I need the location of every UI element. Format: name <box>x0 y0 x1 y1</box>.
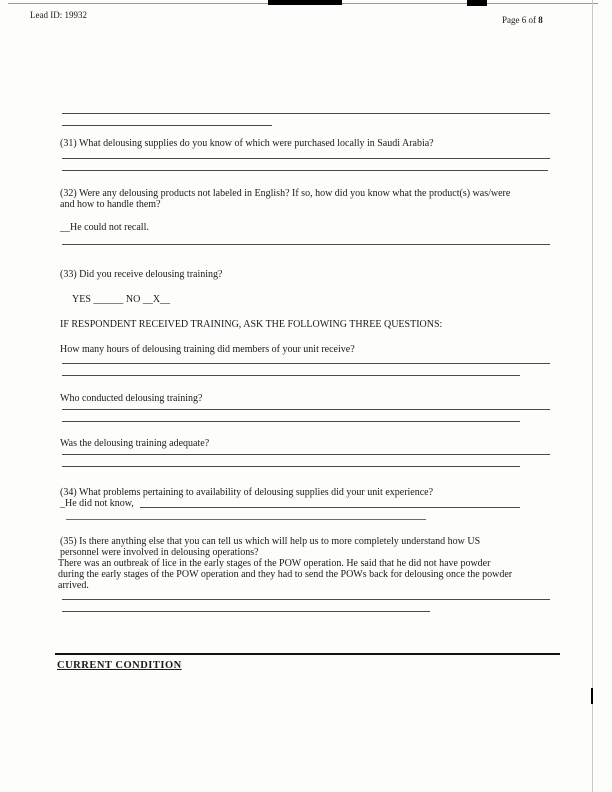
training-question-adequate: Was the delousing training adequate? <box>60 438 210 449</box>
training-question-who: Who conducted delousing training? <box>60 393 203 404</box>
page-number-prefix: Page 6 of <box>502 15 536 25</box>
question-32-answer: __He could not recall. <box>60 222 149 233</box>
answer-line <box>62 113 550 114</box>
question-35-answer-line3: arrived. <box>58 580 89 591</box>
answer-line <box>62 125 272 126</box>
question-34: (34) What problems pertaining to availability of delousing supplies did your unit experience? <box>60 487 434 498</box>
answer-line <box>62 244 550 245</box>
page-number-total: 8 <box>538 15 543 25</box>
scan-edge-right <box>592 0 593 792</box>
question-35-line2: personnel were involved in delousing operations? <box>60 547 259 558</box>
section-title-current-condition: CURRENT CONDITION <box>57 660 182 671</box>
answer-line <box>62 454 550 455</box>
answer-line <box>66 519 426 520</box>
answer-line <box>62 421 520 422</box>
question-35-answer-line2: during the early stages of the POW operation and they had to send the POWs back for delousing once the powder <box>58 569 513 580</box>
section-divider-rule <box>55 653 560 655</box>
lead-id-label: Lead ID: 19932 <box>30 10 87 20</box>
scan-artifact <box>591 688 593 704</box>
answer-line <box>62 611 430 612</box>
answer-line <box>62 409 550 410</box>
answer-line <box>140 507 520 508</box>
training-instruction: IF RESPONDENT RECEIVED TRAINING, ASK THE FOLLOWING THREE QUESTIONS: <box>60 319 443 330</box>
answer-line <box>62 375 520 376</box>
answer-line <box>62 599 550 600</box>
training-question-hours: How many hours of delousing training did members of your unit receive? <box>60 344 355 355</box>
scan-artifact <box>268 0 342 5</box>
question-35-answer-line1: There was an outbreak of lice in the early stages of the POW operation. He said that he did not have powder <box>58 558 491 569</box>
question-34-answer: _He did not know, <box>60 498 134 509</box>
question-32-line2: and how to handle them? <box>60 199 161 210</box>
answer-line <box>62 363 550 364</box>
answer-line <box>62 158 550 159</box>
question-32-line1: (32) Were any delousing products not labeled in English? If so, how did you know what the product(s) was/were <box>60 188 511 199</box>
answer-line <box>62 466 520 467</box>
question-31: (31) What delousing supplies do you know of which were purchased locally in Saudi Arabia? <box>60 138 434 149</box>
answer-line <box>62 170 548 171</box>
page-number <box>502 15 543 25</box>
scan-artifact <box>467 0 487 6</box>
question-35-line1: (35) Is there anything else that you can tell us which will help us to more completely understand how US <box>60 536 481 547</box>
question-33-yes-no-response: YES ______ NO __X__ <box>72 294 171 305</box>
question-33: (33) Did you receive delousing training? <box>60 269 223 280</box>
